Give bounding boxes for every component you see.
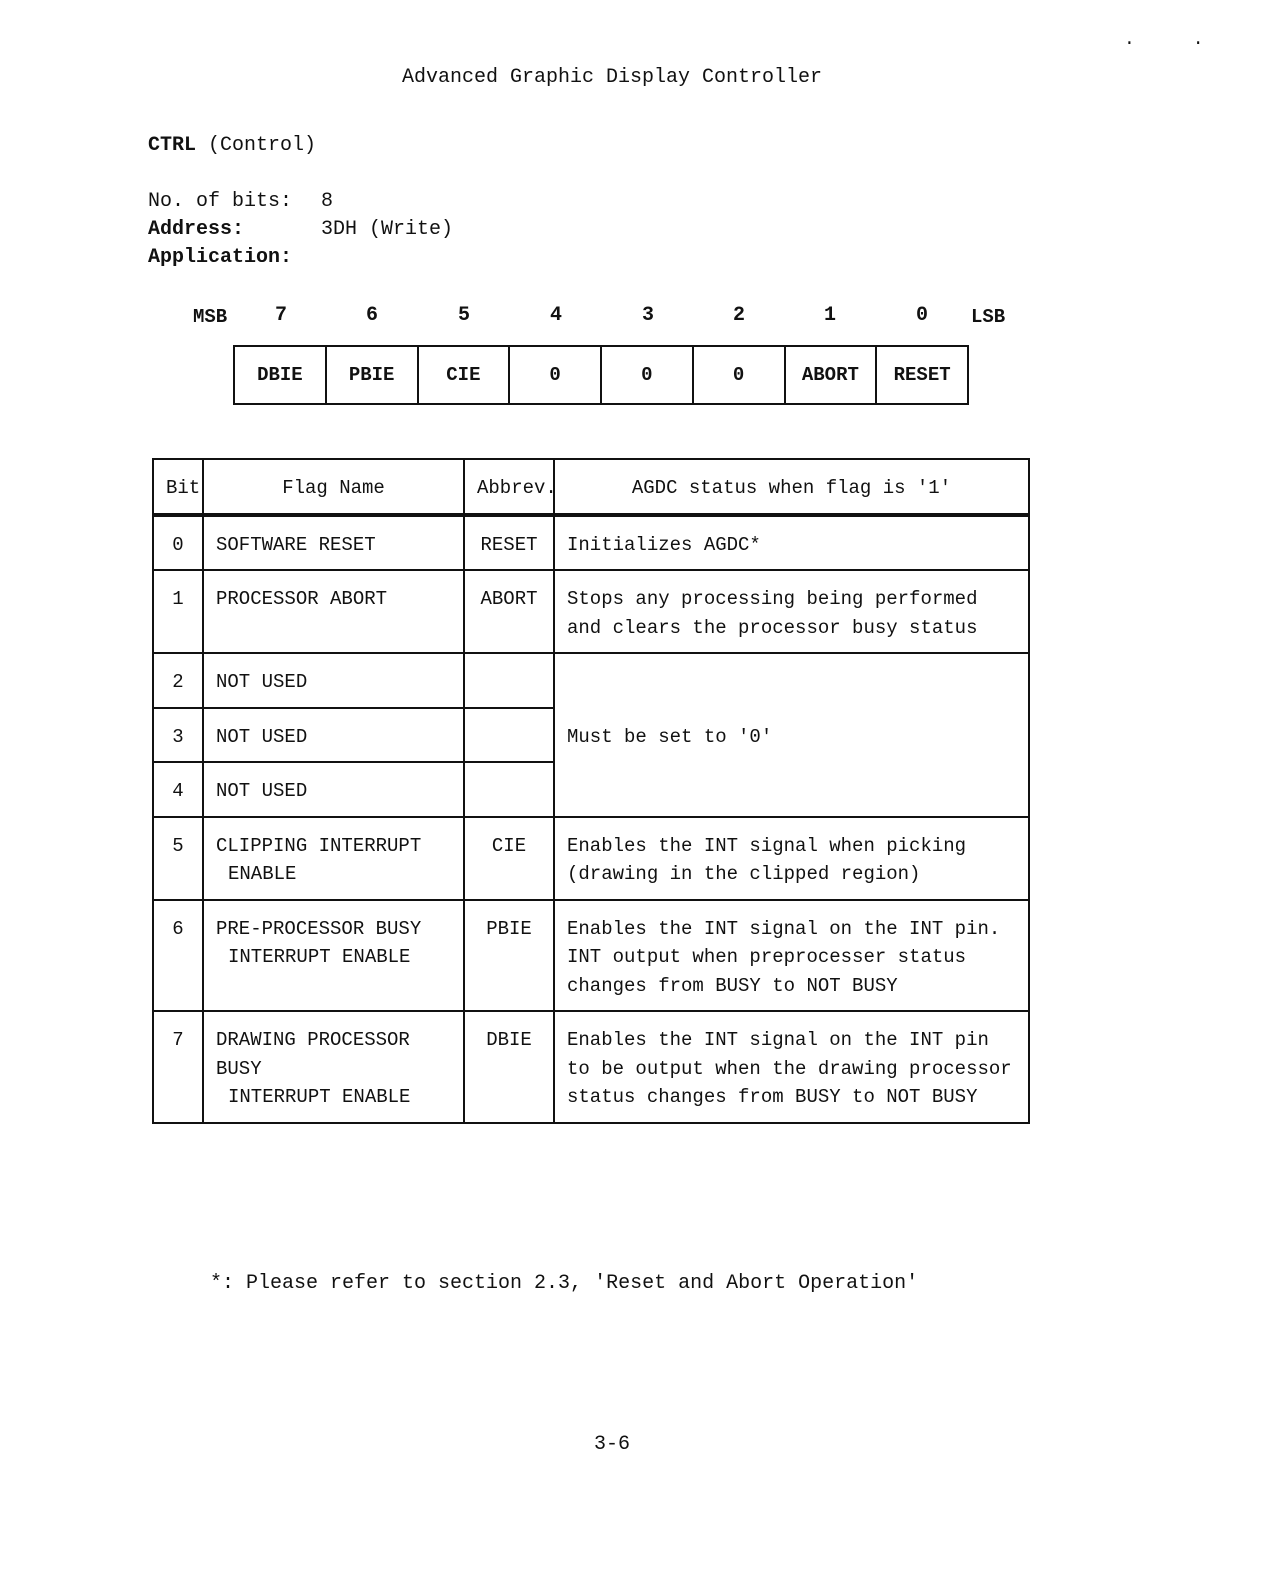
bit-number-2: 2 <box>732 304 745 327</box>
row-status-merged: Must be set to '0' <box>554 653 1029 817</box>
bit-number-5: 5 <box>457 304 470 327</box>
application-row <box>148 246 321 269</box>
row-abbr: DBIE <box>464 1011 554 1123</box>
row-bit: 0 <box>153 515 203 571</box>
row-name-line1: DRAWING PROCESSOR BUSY <box>216 1029 410 1080</box>
row-name <box>203 817 464 900</box>
bit-number-3: 3 <box>641 304 654 327</box>
row-abbr: RESET <box>464 515 554 571</box>
row-bit: 1 <box>153 570 203 653</box>
bits-value: 8 <box>321 190 334 213</box>
page-header: Advanced Graphic Display Controller <box>401 66 823 89</box>
bits-row <box>148 190 333 213</box>
register-bit-diagram <box>233 345 969 405</box>
row-name: NOT USED <box>203 708 464 763</box>
address-value: 3DH (Write) <box>321 218 454 241</box>
address-row <box>148 218 453 241</box>
table-row <box>153 900 1029 1012</box>
row-name-line1: CLIPPING INTERRUPT <box>216 834 422 857</box>
table-row <box>153 817 1029 900</box>
register-title <box>148 134 316 157</box>
footnote: *: Please refer to section 2.3, 'Reset and Abort Operation' <box>210 1272 919 1295</box>
bit-number-6: 6 <box>365 304 378 327</box>
row-bit: 2 <box>153 653 203 708</box>
row-name: PROCESSOR ABORT <box>203 570 464 653</box>
header-status: AGDC status when flag is '1' <box>554 459 1029 515</box>
row-bit: 5 <box>153 817 203 900</box>
bit-cell-3: 0 <box>600 347 692 403</box>
register-description: (Control) <box>208 134 317 157</box>
row-bit: 4 <box>153 762 203 817</box>
row-bit: 3 <box>153 708 203 763</box>
bit-cell-5: CIE <box>417 347 509 403</box>
bit-number-0: 0 <box>915 304 928 327</box>
header-bit: Bit <box>153 459 203 515</box>
row-name <box>203 900 464 1012</box>
row-status: Enables the INT signal on the INT pin. INT output when preprocesser status changes from BUSY to NOT BUSY <box>554 900 1029 1012</box>
row-name: NOT USED <box>203 653 464 708</box>
register-name: CTRL <box>148 134 197 157</box>
row-name-line2: INTERRUPT ENABLE <box>228 946 411 968</box>
row-bit: 7 <box>153 1011 203 1123</box>
row-abbr: CIE <box>464 817 554 900</box>
row-name <box>203 1011 464 1123</box>
bit-cell-1: ABORT <box>784 347 876 403</box>
bit-cell-0: RESET <box>875 347 969 403</box>
row-bit: 6 <box>153 900 203 1012</box>
table-row <box>153 515 1029 571</box>
flag-table <box>152 458 1030 1124</box>
table-header-row <box>153 459 1029 515</box>
row-name-line2: INTERRUPT ENABLE <box>228 1086 411 1108</box>
bits-label: No. of bits: <box>148 190 293 213</box>
row-name-line2: ENABLE <box>228 863 297 885</box>
header-flag-name: Flag Name <box>203 459 464 515</box>
application-label: Application: <box>148 246 293 269</box>
scan-specks: .. <box>1124 30 1262 50</box>
row-abbr: ABORT <box>464 570 554 653</box>
row-abbr <box>464 762 554 817</box>
row-name-line1: PRE-PROCESSOR BUSY <box>216 917 422 940</box>
row-status: Initializes AGDC* <box>554 515 1029 571</box>
bit-number-1: 1 <box>823 304 836 327</box>
msb-label: MSB <box>193 306 228 328</box>
row-abbr <box>464 708 554 763</box>
bit-cell-2: 0 <box>692 347 784 403</box>
row-status: Stops any processing being performed and clears the processor busy status <box>554 570 1029 653</box>
row-abbr <box>464 653 554 708</box>
row-name: SOFTWARE RESET <box>203 515 464 571</box>
table-row <box>153 1011 1029 1123</box>
lsb-label: LSB <box>971 306 1006 328</box>
row-abbr: PBIE <box>464 900 554 1012</box>
address-label: Address: <box>148 218 245 241</box>
page-number: 3-6 <box>593 1433 630 1456</box>
table-row <box>153 653 1029 708</box>
row-status: Enables the INT signal when picking (drawing in the clipped region) <box>554 817 1029 900</box>
row-name: NOT USED <box>203 762 464 817</box>
row-status: Enables the INT signal on the INT pin to be output when the drawing processor status changes from BUSY to NOT BUSY <box>554 1011 1029 1123</box>
bit-number-7: 7 <box>274 304 287 327</box>
header-abbrev: Abbrev. <box>464 459 554 515</box>
bit-cell-7: DBIE <box>233 347 325 403</box>
bit-cell-4: 0 <box>508 347 600 403</box>
bit-cell-6: PBIE <box>325 347 417 403</box>
bit-number-4: 4 <box>549 304 562 327</box>
table-row <box>153 570 1029 653</box>
